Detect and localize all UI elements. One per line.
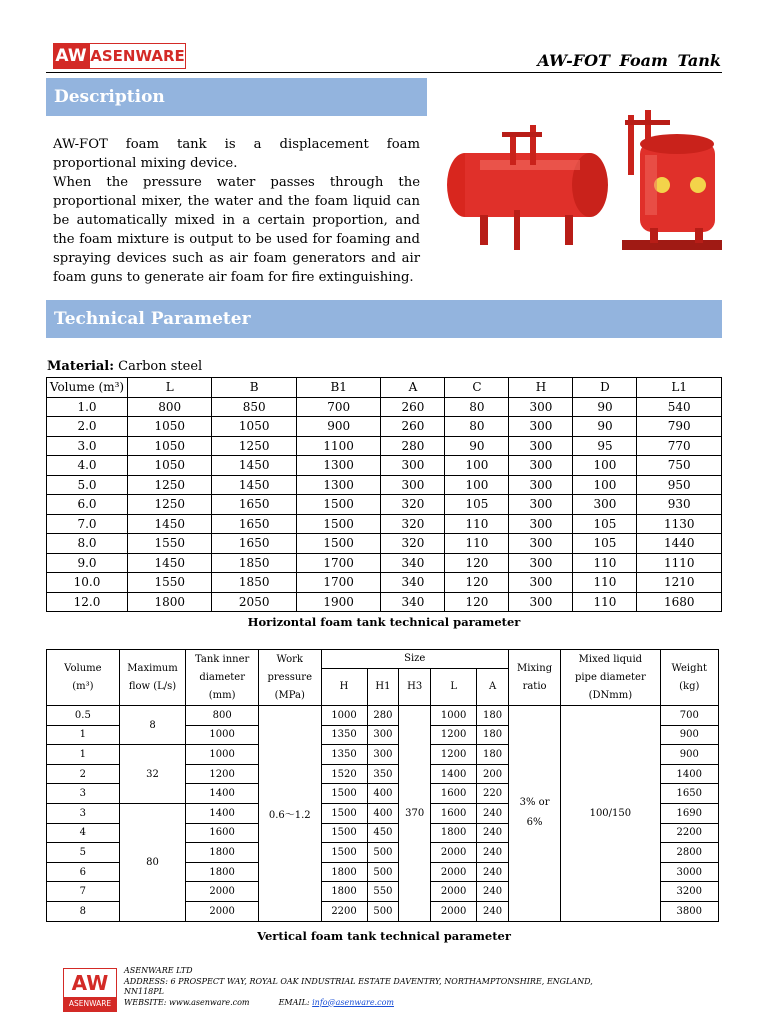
description-heading: Description — [46, 78, 427, 116]
size-h1-cell: 500 — [367, 901, 399, 921]
size-a-cell: 240 — [477, 823, 509, 843]
table-row — [47, 553, 722, 573]
col-pipe-line3: (DNmm) — [588, 689, 633, 701]
size-l-cell: 1800 — [431, 823, 477, 843]
description-para-1: AW-FOT foam tank is a displacement foam proportional mixing device. — [53, 137, 420, 171]
size-h-cell: 1350 — [321, 745, 367, 765]
table-cell: 300 — [509, 573, 573, 593]
table-cell: 340 — [381, 592, 445, 612]
table-cell: 1500 — [296, 534, 380, 554]
table-cell: 6.0 — [47, 495, 128, 515]
col-pressure-line2: pressure — [267, 671, 313, 683]
table-cell: 5.0 — [47, 475, 128, 495]
table-cell: 9.0 — [47, 553, 128, 573]
size-l-cell: 2000 — [431, 862, 477, 882]
table-row — [47, 706, 719, 726]
table-cell: 1650 — [212, 514, 296, 534]
table-cell: 1300 — [296, 456, 380, 476]
col-d: D — [573, 378, 637, 398]
table-cell: 300 — [381, 475, 445, 495]
col-weight-line1: Weight — [671, 662, 707, 674]
table-cell: 105 — [573, 514, 637, 534]
material-label: Material: — [47, 359, 115, 374]
table-row — [47, 436, 722, 456]
table-cell: 300 — [509, 456, 573, 476]
diameter-cell: 1400 — [186, 784, 259, 804]
footer-address-line2: NN118PL — [124, 987, 164, 996]
table-cell: 8.0 — [47, 534, 128, 554]
size-l-cell: 2000 — [431, 882, 477, 902]
col-pressure-line1: Work — [276, 653, 303, 665]
footer-logo-text: ASENWARE — [64, 997, 116, 1011]
table-cell: 300 — [509, 553, 573, 573]
table-cell: 300 — [509, 436, 573, 456]
table-row — [47, 534, 722, 554]
table-cell: 105 — [445, 495, 509, 515]
table-cell: 260 — [381, 417, 445, 437]
col-size: Size — [321, 650, 508, 669]
volume-cell: 5 — [47, 843, 120, 863]
table-cell: 10.0 — [47, 573, 128, 593]
table-cell: 1250 — [128, 495, 212, 515]
weight-cell: 3000 — [660, 862, 718, 882]
col-l1: L1 — [637, 378, 722, 398]
size-h1-cell: 300 — [367, 725, 399, 745]
size-h-cell: 1500 — [321, 784, 367, 804]
table-cell: 300 — [509, 475, 573, 495]
col-pressure-line3: (MPa) — [274, 689, 305, 701]
size-l-cell: 1200 — [431, 725, 477, 745]
weight-cell: 2800 — [660, 843, 718, 863]
col-pipe-line1: Mixed liquid — [578, 653, 643, 665]
horizontal-table-caption: Horizontal foam tank technical parameter — [247, 615, 521, 629]
weight-cell: 700 — [660, 706, 718, 726]
weight-cell: 3800 — [660, 901, 718, 921]
col-c: C — [445, 378, 509, 398]
table-cell: 260 — [381, 397, 445, 417]
size-h-cell: 1350 — [321, 725, 367, 745]
table-cell: 280 — [381, 436, 445, 456]
table-cell: 930 — [637, 495, 722, 515]
table-cell: 340 — [381, 573, 445, 593]
weight-cell: 1650 — [660, 784, 718, 804]
table-cell: 1130 — [637, 514, 722, 534]
table-cell: 1110 — [637, 553, 722, 573]
size-l-cell: 2000 — [431, 901, 477, 921]
size-a-cell: 240 — [477, 862, 509, 882]
weight-cell: 900 — [660, 745, 718, 765]
table-cell: 2.0 — [47, 417, 128, 437]
size-a-cell: 240 — [477, 803, 509, 823]
volume-cell: 2 — [47, 764, 120, 784]
table-row — [47, 475, 722, 495]
table-cell: 1050 — [212, 417, 296, 437]
diameter-cell: 1800 — [186, 843, 259, 863]
table-cell: 100 — [445, 475, 509, 495]
table-cell: 1500 — [296, 495, 380, 515]
mixing-ratio-cell — [508, 706, 560, 922]
table-cell: 1850 — [212, 573, 296, 593]
vertical-tank-table — [46, 649, 719, 922]
table-cell: 320 — [381, 495, 445, 515]
size-h1-cell: 400 — [367, 803, 399, 823]
table-cell: 120 — [445, 592, 509, 612]
vertical-table-caption: Vertical foam tank technical parameter — [257, 929, 511, 943]
col-diameter-line1: Tank inner — [195, 653, 250, 665]
col-diameter-line2: diameter — [199, 671, 245, 683]
table-cell: 80 — [445, 417, 509, 437]
col-size-h1: H1 — [367, 669, 399, 706]
table-cell: 100 — [573, 456, 637, 476]
table-cell: 1550 — [128, 534, 212, 554]
size-l-cell: 1400 — [431, 764, 477, 784]
size-a-cell: 240 — [477, 843, 509, 863]
size-a-cell: 220 — [477, 784, 509, 804]
table-cell: 90 — [445, 436, 509, 456]
col-inner-diameter — [186, 650, 259, 706]
size-h-cell: 1800 — [321, 862, 367, 882]
table-cell: 300 — [573, 495, 637, 515]
table-cell: 100 — [573, 475, 637, 495]
table-cell: 300 — [509, 417, 573, 437]
table-cell: 540 — [637, 397, 722, 417]
diameter-cell: 1800 — [186, 862, 259, 882]
col-weight — [660, 650, 718, 706]
table-cell: 1450 — [212, 456, 296, 476]
table-cell: 850 — [212, 397, 296, 417]
table-cell: 4.0 — [47, 456, 128, 476]
col-flow-unit: flow (L/s) — [128, 680, 177, 692]
volume-cell: 3 — [47, 784, 120, 804]
col-max-flow — [119, 650, 186, 706]
weight-cell: 2200 — [660, 823, 718, 843]
size-h3-cell: 370 — [399, 706, 431, 922]
footer-web-email — [124, 998, 594, 1009]
table-cell: 1650 — [212, 534, 296, 554]
col-pipe-diameter — [561, 650, 660, 706]
table-cell: 1850 — [212, 553, 296, 573]
diameter-cell: 1200 — [186, 764, 259, 784]
col-work-pressure — [259, 650, 321, 706]
size-l-cell: 2000 — [431, 843, 477, 863]
col-volume-label: Volume — [64, 662, 102, 674]
weight-cell: 900 — [660, 725, 718, 745]
col-size-a: A — [477, 669, 509, 706]
table-cell: 1250 — [128, 475, 212, 495]
size-h-cell: 1500 — [321, 803, 367, 823]
col-mixing-line1: Mixing — [516, 662, 553, 674]
footer-logo-mark: AW — [64, 969, 116, 997]
size-h1-cell: 400 — [367, 784, 399, 804]
material-line — [47, 359, 202, 374]
col-a: A — [381, 378, 445, 398]
table-cell: 1450 — [128, 514, 212, 534]
table-cell: 300 — [509, 495, 573, 515]
col-size-l: L — [431, 669, 477, 706]
foam-tank-product-image — [440, 110, 725, 270]
table-cell: 1680 — [637, 592, 722, 612]
table-cell: 1650 — [212, 495, 296, 515]
size-h1-cell: 500 — [367, 843, 399, 863]
table-cell: 90 — [573, 417, 637, 437]
table-cell: 1.0 — [47, 397, 128, 417]
table-row — [47, 495, 722, 515]
asenware-logo — [53, 43, 186, 69]
horizontal-tank-table — [46, 377, 722, 612]
table-cell: 300 — [509, 592, 573, 612]
table-cell: 1250 — [212, 436, 296, 456]
col-volume: Volume (m³) — [47, 378, 128, 398]
table-row — [47, 514, 722, 534]
table-cell: 1440 — [637, 534, 722, 554]
col-size-h3: H3 — [399, 669, 431, 706]
volume-cell: 6 — [47, 862, 120, 882]
table-cell: 300 — [381, 456, 445, 476]
col-mixing-line2: ratio — [522, 680, 547, 692]
footer-email-label: EMAIL: — [278, 997, 313, 1007]
table-cell: 7.0 — [47, 514, 128, 534]
table-cell: 950 — [637, 475, 722, 495]
size-h-cell: 1500 — [321, 843, 367, 863]
table-header-row — [47, 650, 719, 669]
diameter-cell: 800 — [186, 706, 259, 726]
col-volume-unit: (m³) — [72, 680, 94, 692]
weight-cell: 1400 — [660, 764, 718, 784]
horizontal-tank-illustration — [447, 125, 608, 250]
table-cell: 1550 — [128, 573, 212, 593]
footer-company: ASENWARE LTD — [124, 966, 193, 975]
col-l: L — [128, 378, 212, 398]
table-cell: 700 — [296, 397, 380, 417]
table-cell: 110 — [573, 573, 637, 593]
table-cell: 1900 — [296, 592, 380, 612]
table-cell: 1300 — [296, 475, 380, 495]
max-flow-cell: 80 — [119, 803, 186, 921]
table-cell: 1050 — [128, 436, 212, 456]
size-h-cell: 1800 — [321, 882, 367, 902]
size-a-cell: 240 — [477, 882, 509, 902]
table-cell: 100 — [445, 456, 509, 476]
pressure-cell: 0.6～1.2 — [259, 706, 321, 922]
table-cell: 1700 — [296, 573, 380, 593]
size-a-cell: 200 — [477, 764, 509, 784]
size-h-cell: 2200 — [321, 901, 367, 921]
footer-website: WEBSITE: www.asenware.com — [124, 997, 250, 1007]
size-a-cell: 180 — [477, 745, 509, 765]
table-cell: 110 — [573, 592, 637, 612]
size-l-cell: 1000 — [431, 706, 477, 726]
diameter-cell: 1000 — [186, 745, 259, 765]
weight-cell: 3200 — [660, 882, 718, 902]
col-h: H — [509, 378, 573, 398]
table-cell: 340 — [381, 553, 445, 573]
table-cell: 770 — [637, 436, 722, 456]
table-cell: 1050 — [128, 456, 212, 476]
size-h-cell: 1500 — [321, 823, 367, 843]
technical-parameter-heading: Technical Parameter — [46, 300, 722, 338]
size-h1-cell: 550 — [367, 882, 399, 902]
mixing-ratio-line1: 3% or — [519, 797, 550, 809]
table-cell: 300 — [509, 514, 573, 534]
volume-cell: 7 — [47, 882, 120, 902]
table-cell: 90 — [573, 397, 637, 417]
size-a-cell: 180 — [477, 725, 509, 745]
table-cell: 800 — [128, 397, 212, 417]
footer-logo — [63, 968, 117, 1012]
table-row — [47, 417, 722, 437]
size-h-cell: 1000 — [321, 706, 367, 726]
col-diameter-line3: (mm) — [208, 689, 236, 701]
size-a-cell: 180 — [477, 706, 509, 726]
table-cell: 12.0 — [47, 592, 128, 612]
table-cell: 1210 — [637, 573, 722, 593]
table-cell: 790 — [637, 417, 722, 437]
col-flow-label: Maximum — [127, 662, 178, 674]
diameter-cell: 2000 — [186, 882, 259, 902]
table-row — [47, 397, 722, 417]
table-cell: 1800 — [128, 592, 212, 612]
document-title: AW-FOT Foam Tank — [537, 51, 721, 70]
table-cell: 900 — [296, 417, 380, 437]
table-cell: 110 — [445, 514, 509, 534]
description-para-2: When the pressure water passes through the proportional mixer, the water and the foam liquid can be automatically mixed in a certain proportion, and the foam mixture is output to be used for foaming and spraying devices such as air foam generators and air foam guns to generate air foam for fire extinguishing. — [53, 175, 420, 285]
table-cell: 300 — [509, 397, 573, 417]
table-cell: 300 — [509, 534, 573, 554]
table-cell: 105 — [573, 534, 637, 554]
size-h1-cell: 280 — [367, 706, 399, 726]
diameter-cell: 1000 — [186, 725, 259, 745]
table-cell: 95 — [573, 436, 637, 456]
table-cell: 1700 — [296, 553, 380, 573]
weight-cell: 1690 — [660, 803, 718, 823]
table-cell: 2050 — [212, 592, 296, 612]
table-cell: 320 — [381, 534, 445, 554]
table-cell: 3.0 — [47, 436, 128, 456]
volume-cell: 4 — [47, 823, 120, 843]
diameter-cell: 1600 — [186, 823, 259, 843]
table-cell: 1500 — [296, 514, 380, 534]
table-cell: 110 — [573, 553, 637, 573]
col-mixing-ratio — [508, 650, 560, 706]
table-cell: 320 — [381, 514, 445, 534]
diameter-cell: 1400 — [186, 803, 259, 823]
vertical-tank-illustration — [622, 110, 722, 250]
size-h1-cell: 450 — [367, 823, 399, 843]
col-pipe-line2: pipe diameter — [574, 671, 646, 683]
material-value: Carbon steel — [114, 359, 203, 374]
table-cell: 1050 — [128, 417, 212, 437]
table-row — [47, 573, 722, 593]
footer-address-line1: ADDRESS: 6 PROSPECT WAY, ROYAL OAK INDUSTRIAL ESTATE DAVENTRY, NORTHAMPTONSHIRE, ENGLAND, — [124, 976, 593, 986]
max-flow-cell: 32 — [119, 745, 186, 804]
col-b: B — [212, 378, 296, 398]
col-size-h: H — [321, 669, 367, 706]
table-cell: 120 — [445, 573, 509, 593]
table-cell: 1450 — [212, 475, 296, 495]
volume-cell: 1 — [47, 745, 120, 765]
table-cell: 110 — [445, 534, 509, 554]
size-l-cell: 1600 — [431, 803, 477, 823]
col-weight-line2: (kg) — [679, 680, 700, 692]
footer-email-link[interactable]: info@asenware.com — [312, 997, 394, 1007]
volume-cell: 3 — [47, 803, 120, 823]
table-header-row — [47, 378, 722, 398]
volume-cell: 8 — [47, 901, 120, 921]
pipe-diameter-cell: 100/150 — [561, 706, 660, 922]
size-h-cell: 1520 — [321, 764, 367, 784]
max-flow-cell: 8 — [119, 706, 186, 745]
table-cell: 80 — [445, 397, 509, 417]
volume-cell: 1 — [47, 725, 120, 745]
table-row — [47, 592, 722, 612]
table-row — [47, 456, 722, 476]
size-l-cell: 1600 — [431, 784, 477, 804]
mixing-ratio-line2: 6% — [526, 817, 543, 829]
col-volume — [47, 650, 120, 706]
header-divider — [46, 72, 722, 73]
diameter-cell: 2000 — [186, 901, 259, 921]
size-h1-cell: 500 — [367, 862, 399, 882]
table-cell: 750 — [637, 456, 722, 476]
size-l-cell: 1200 — [431, 745, 477, 765]
footer-contact — [124, 966, 594, 1008]
description-text — [53, 135, 420, 287]
size-h1-cell: 300 — [367, 745, 399, 765]
size-a-cell: 240 — [477, 901, 509, 921]
col-b1: B1 — [296, 378, 380, 398]
table-cell: 1100 — [296, 436, 380, 456]
size-h1-cell: 350 — [367, 764, 399, 784]
table-cell: 120 — [445, 553, 509, 573]
logo-text: ASENWARE — [89, 43, 186, 69]
logo-mark: AW — [53, 43, 89, 69]
volume-cell: 0.5 — [47, 706, 120, 726]
table-cell: 1450 — [128, 553, 212, 573]
